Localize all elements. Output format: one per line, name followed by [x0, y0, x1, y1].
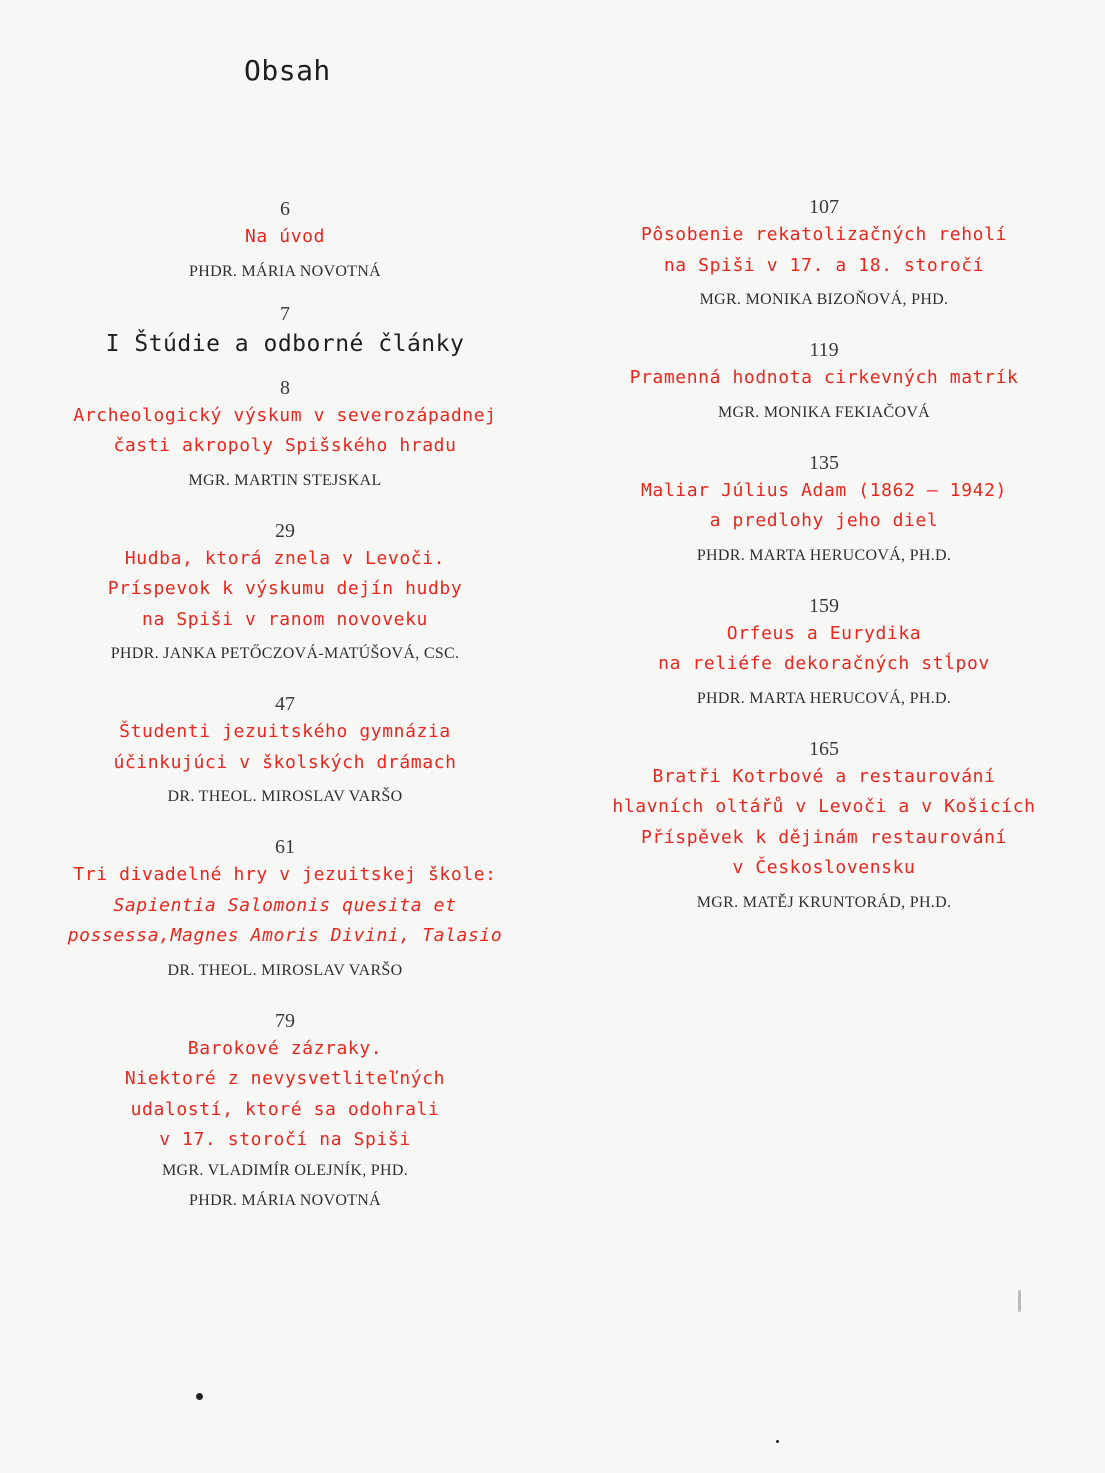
entry-author: MGR. MATĚJ KRUNTORÁD, PH.D. — [696, 893, 952, 911]
entry-title-line: Bratři Kotrbové a restaurování — [652, 765, 996, 787]
page-number: 107 — [809, 196, 839, 218]
entry-title-line: v Československu — [732, 857, 916, 878]
toc-column-right — [598, 194, 1050, 918]
page-number: 8 — [280, 376, 290, 399]
entry-title-line: possessa,Magnes Amoris Divini, Talasio — [67, 925, 503, 946]
toc-entry[interactable] — [598, 736, 1050, 918]
toc-entry[interactable] — [598, 450, 1050, 571]
toc-column-left — [55, 196, 515, 1216]
entry-author: PHDR. JANKA PETŐCZOVÁ-MATÚŠOVÁ, CSC. — [110, 645, 460, 662]
entry-author: MGR. MONIKA BIZOŇOVÁ, PHD. — [699, 291, 949, 308]
page-number: 135 — [809, 451, 839, 474]
page-number: 79 — [275, 1009, 295, 1032]
toc-entry[interactable] — [598, 337, 1050, 428]
entry-title-line: udalostí, ktoré sa odohrali — [130, 1098, 440, 1120]
entry-title-line: a predlohy jeho diel — [709, 510, 939, 531]
page-number: 61 — [275, 836, 295, 858]
entry-author: DR. THEOL. MIROSLAV VARŠO — [167, 961, 403, 979]
entry-title-line: časti akropoly Spišského hradu — [113, 435, 457, 456]
entry-title-line: na reliéfe dekoračných stĺpov — [658, 653, 990, 674]
entry-title-line: Maliar Július Adam (1862 – 1942) — [641, 479, 1007, 501]
page-title: Obsah — [244, 54, 331, 87]
entry-author: PHDR. MARTA HERUCOVÁ, PH.D. — [696, 546, 952, 564]
entry-title-line: Študenti jezuitského gymnázia — [119, 721, 451, 742]
toc-entry[interactable] — [55, 1008, 515, 1216]
ink-speck — [776, 1440, 779, 1443]
toc-entry[interactable] — [55, 375, 515, 496]
entry-author: MGR. VLADIMÍR OLEJNÍK, PHD. — [161, 1161, 409, 1179]
entry-author: MGR. MONIKA FEKIAČOVÁ — [717, 403, 931, 421]
entry-title-line: Príspevok k výskumu dejín hudby — [107, 578, 463, 599]
entry-title-line: na Spiši v 17. a 18. storočí — [663, 254, 985, 276]
entry-title-line: Pôsobenie rekatolizačných reholí — [641, 224, 1007, 245]
toc-entry[interactable] — [55, 691, 515, 812]
toc-entry[interactable] — [598, 593, 1050, 714]
toc-entry[interactable] — [55, 518, 515, 670]
entry-title-line: na Spiši v ranom novoveku — [142, 608, 428, 630]
entry-title-line: Pramenná hodnota cirkevných matrík — [629, 367, 1019, 388]
ink-speck — [196, 1393, 203, 1400]
entry-title-line: Archeologický výskum v severozápadnej — [73, 404, 497, 426]
page-number: 119 — [809, 339, 839, 361]
page-number: 6 — [280, 198, 290, 220]
entry-title: Na úvod — [244, 226, 326, 247]
entry-title-line: účinkujúci v školských drámach — [113, 751, 457, 773]
toc-section[interactable] — [55, 301, 515, 361]
ink-speck — [1018, 1290, 1021, 1312]
page-number: 159 — [809, 594, 839, 617]
page-number: 165 — [809, 737, 839, 760]
entry-title-line: Hudba, ktorá znela v Levoči. — [124, 547, 446, 569]
entry-title-line: Niektoré z nevysvetliteľných — [124, 1068, 446, 1089]
entry-title-line: Sapientia Salomonis quesita et — [113, 894, 457, 916]
entry-title-line: hlavních oltářů v Levoči a v Košicích — [612, 796, 1036, 817]
toc-entry[interactable] — [55, 834, 515, 986]
entry-author: PHDR. MÁRIA NOVOTNÁ — [189, 1191, 381, 1209]
entry-title-line: Příspěvek k dějinám restaurování — [641, 826, 1007, 848]
entry-title-line: v 17. storočí na Spiši — [159, 1129, 411, 1150]
page-number: 47 — [275, 693, 295, 715]
section-title: I Štúdie a odborné články — [105, 330, 465, 357]
entry-author: PHDR. MÁRIA NOVOTNÁ — [189, 262, 381, 280]
entry-title-line: Orfeus a Eurydika — [726, 622, 922, 644]
entry-author: MGR. MARTIN STEJSKAL — [188, 471, 382, 489]
page-number: 29 — [275, 519, 295, 542]
entry-author: DR. THEOL. MIROSLAV VARŠO — [167, 788, 403, 805]
entry-title-line: Barokové zázraky. — [187, 1037, 383, 1059]
toc-entry[interactable] — [55, 196, 515, 287]
entry-title-line: Tri divadelné hry v jezuitskej škole: — [73, 864, 497, 885]
entry-author: PHDR. MARTA HERUCOVÁ, PH.D. — [696, 689, 952, 707]
toc-entry[interactable] — [598, 194, 1050, 315]
page-number: 7 — [280, 302, 290, 325]
